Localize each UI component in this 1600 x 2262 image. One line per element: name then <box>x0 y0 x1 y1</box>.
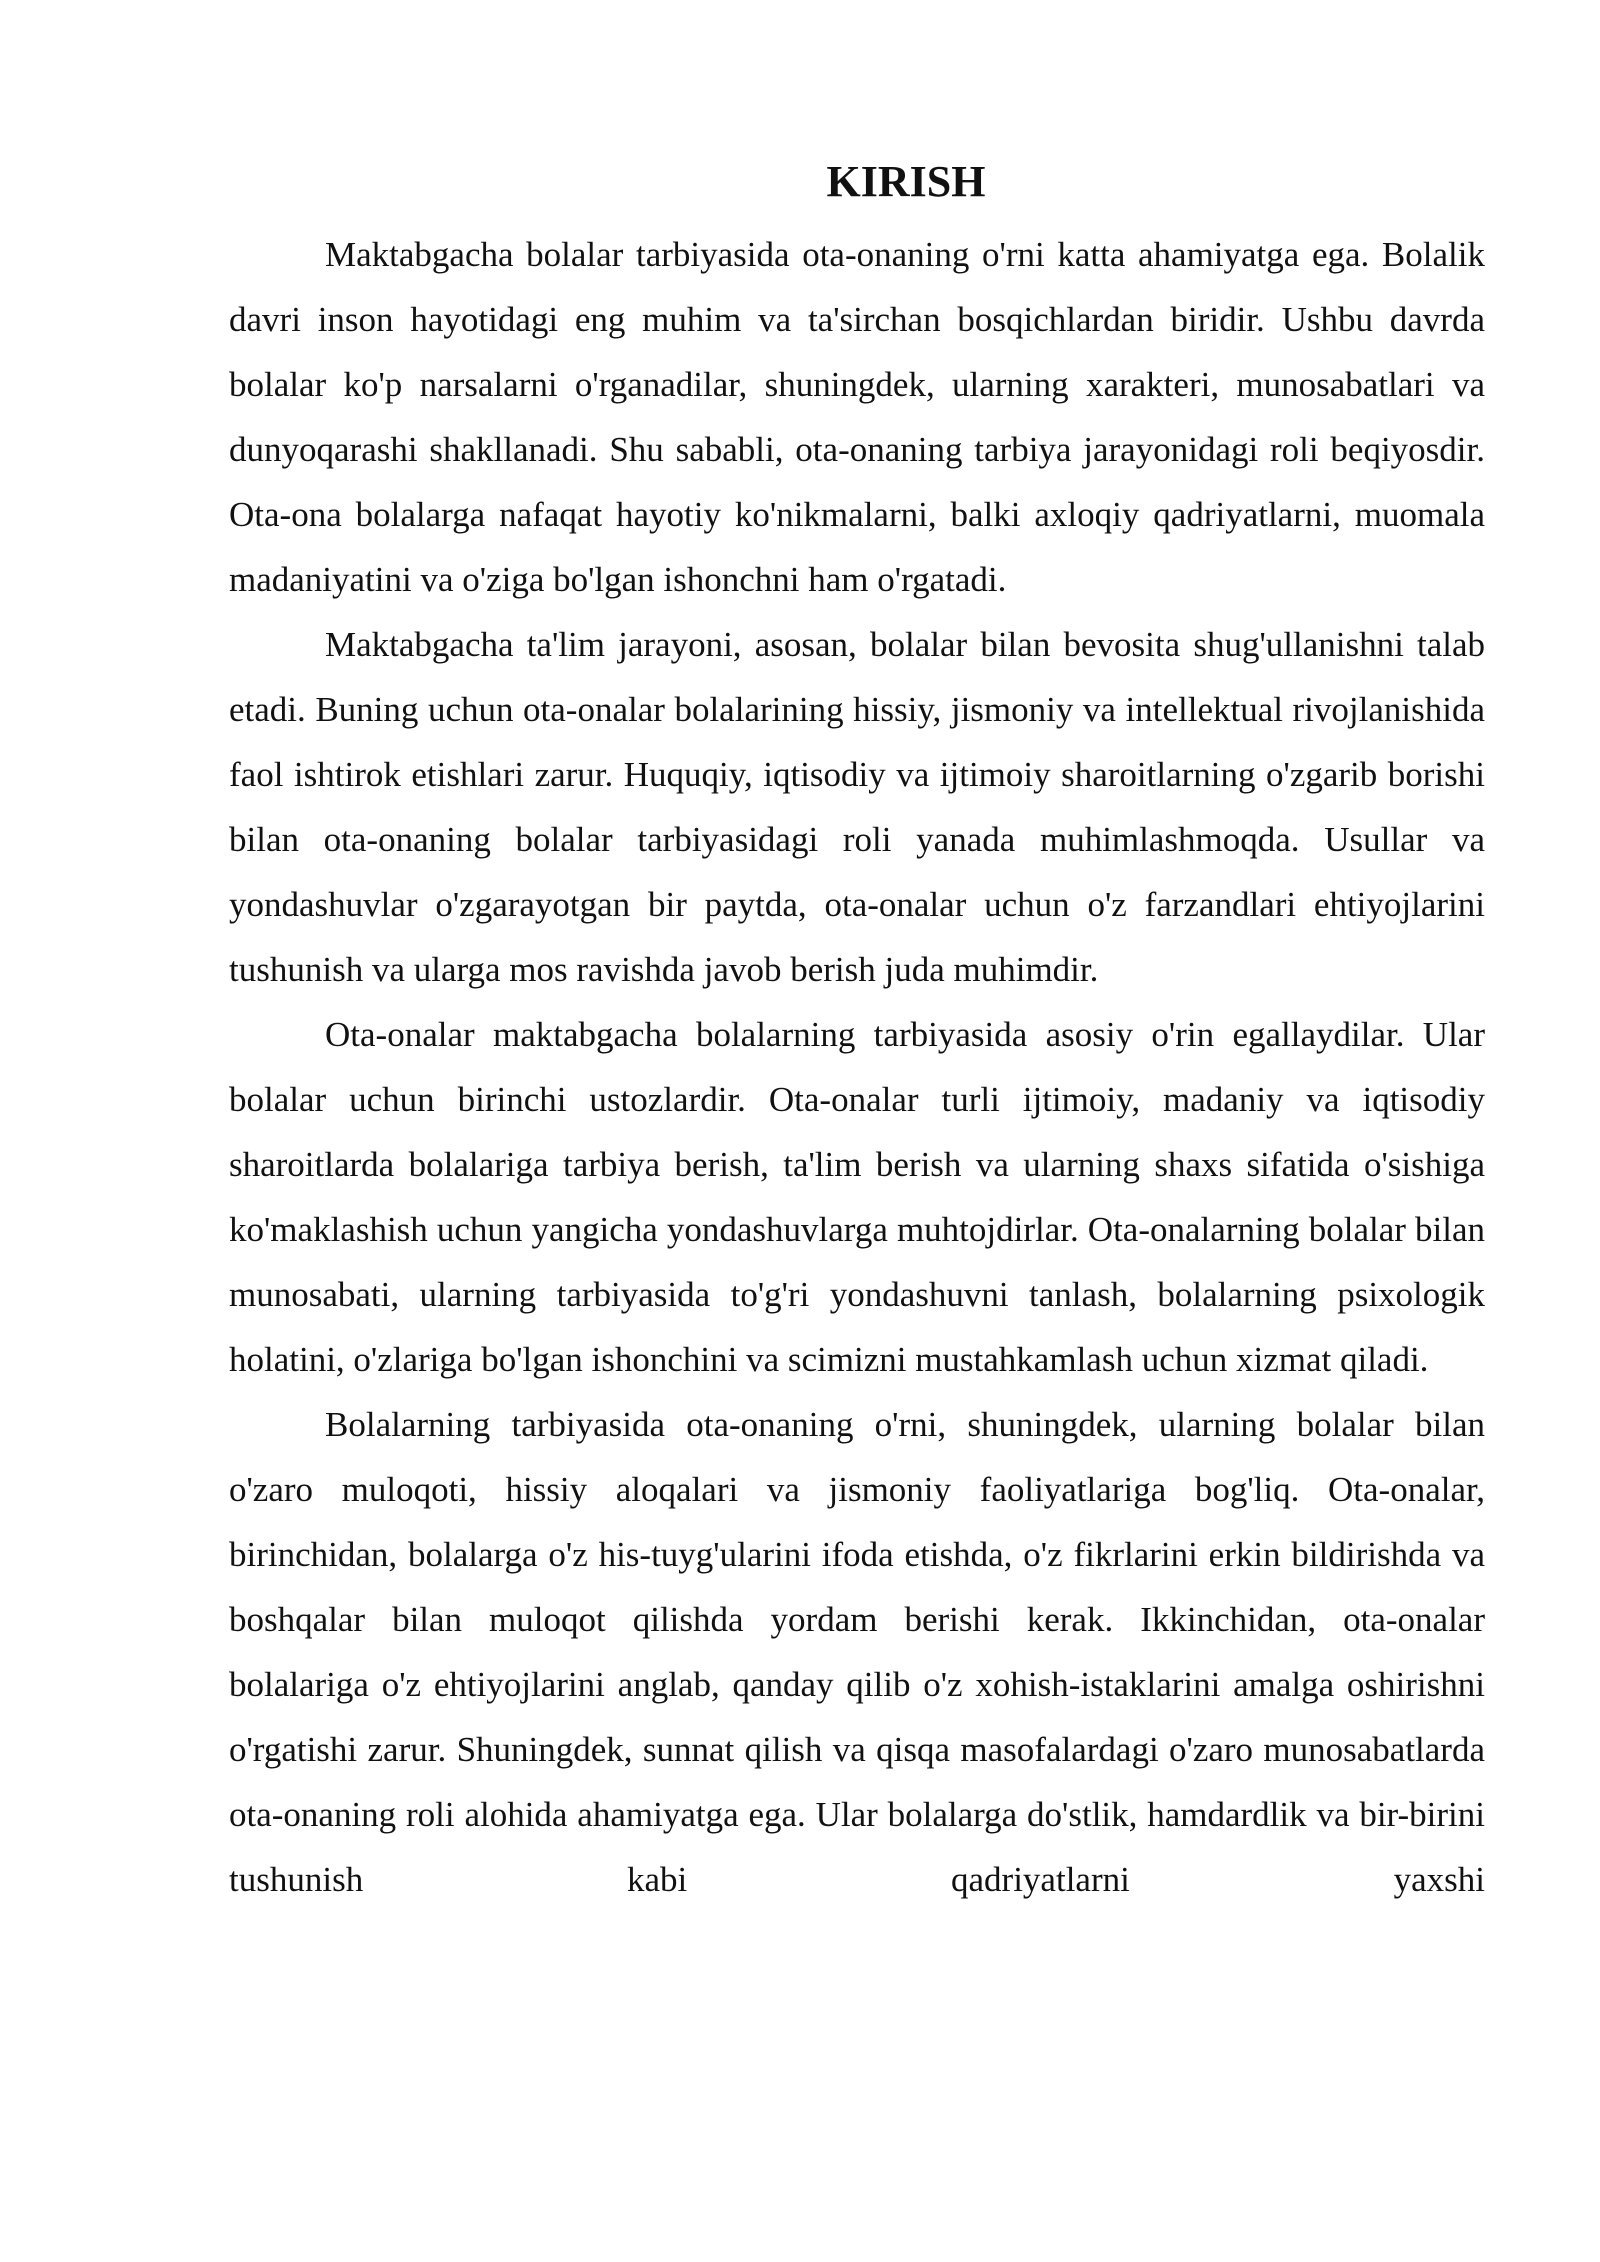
paragraph-3: Ota-onalar maktabgacha bolalarning tarbiyasida asosiy o'rin egallaydilar. Ular bolalar uchun birinchi ustozlardir. Ota-onalar turli ijtimoiy, madaniy va iqtisodiy sharoitlarda bolalariga tarbiya berish, ta'lim berish va ularning shaxs sifatida o'sishiga ko'maklashish uchun yangicha yondashuvlarga muhtojdirlar. Ota-onalarning bolalar bilan munosabati, ularning tarbiyasida to'g'ri yondashuvni tanlash, bolalarning psixologik holatini, o'zlariga bo'lgan ishonchini va scimizni mustahkamlash uchun xizmat qiladi. <box>229 1015 1485 1379</box>
page-title: KIRISH <box>826 157 986 206</box>
paragraph-1: Maktabgacha bolalar tarbiyasida ota-onaning o'rni katta ahamiyatga ega. Bolalik davri inson hayotidagi eng muhim va ta'sirchan bosqichlardan biridir. Ushbu davrda bolalar ko'p narsalarni o'rganadilar, shuningdek, ularning xarakteri, munosabatlari va dunyoqarashi shakllanadi. Shu sababli, ota-onaning tarbiya jarayonidagi roli beqiyosdir. Ota-ona bolalarga nafaqat hayotiy ko'nikmalarni, balki axloqiy qadriyatlarni, muomala madaniyatini va o'ziga bo'lgan ishonchni ham o'rgatadi. <box>229 235 1485 599</box>
paragraph-4: Bolalarning tarbiyasida ota-onaning o'rni, shuningdek, ularning bolalar bilan o'zaro muloqoti, hissiy aloqalari va jismoniy faoliyatlariga bog'liq. Ota-onalar, birinchidan, bolalarga o'z his-tuyg'ularini ifoda etishda, o'z fikrlarini erkin bildirishda va boshqalar bilan muloqot qilishda yordam berishi kerak. Ikkinchidan, ota-onalar bolalariga o'z ehtiyojlarini anglab, qanday qilib o'z xohish-istaklarini amalga oshirishni o'rgatishi zarur. Shuningdek, sunnat qilish va qisqa masofalardagi o'zaro munosabatlarda ota-onaning roli alohida ahamiyatga ega. Ular bolalarga do'stlik, hamdardlik va bir-birini tushunish kabi qadriyatlarni yaxshi <box>229 1405 1485 1899</box>
paragraph-2: Maktabgacha ta'lim jarayoni, asosan, bolalar bilan bevosita shug'ullanishni talab etadi. Buning uchun ota-onalar bolalarining hissiy, jismoniy va intellektual rivojlanishida faol ishtirok etishlari zarur. Huquqiy, iqtisodiy va ijtimoiy sharoitlarning o'zgarib borishi bilan ota-onaning bolalar tarbiyasidagi roli yanada muhimlashmoqda. Usullar va yondashuvlar o'zgarayotgan bir paytda, ota-onalar uchun o'z farzandlari ehtiyojlarini tushunish va ularga mos ravishda javob berish juda muhimdir. <box>229 625 1485 989</box>
document-body <box>229 150 1485 1912</box>
